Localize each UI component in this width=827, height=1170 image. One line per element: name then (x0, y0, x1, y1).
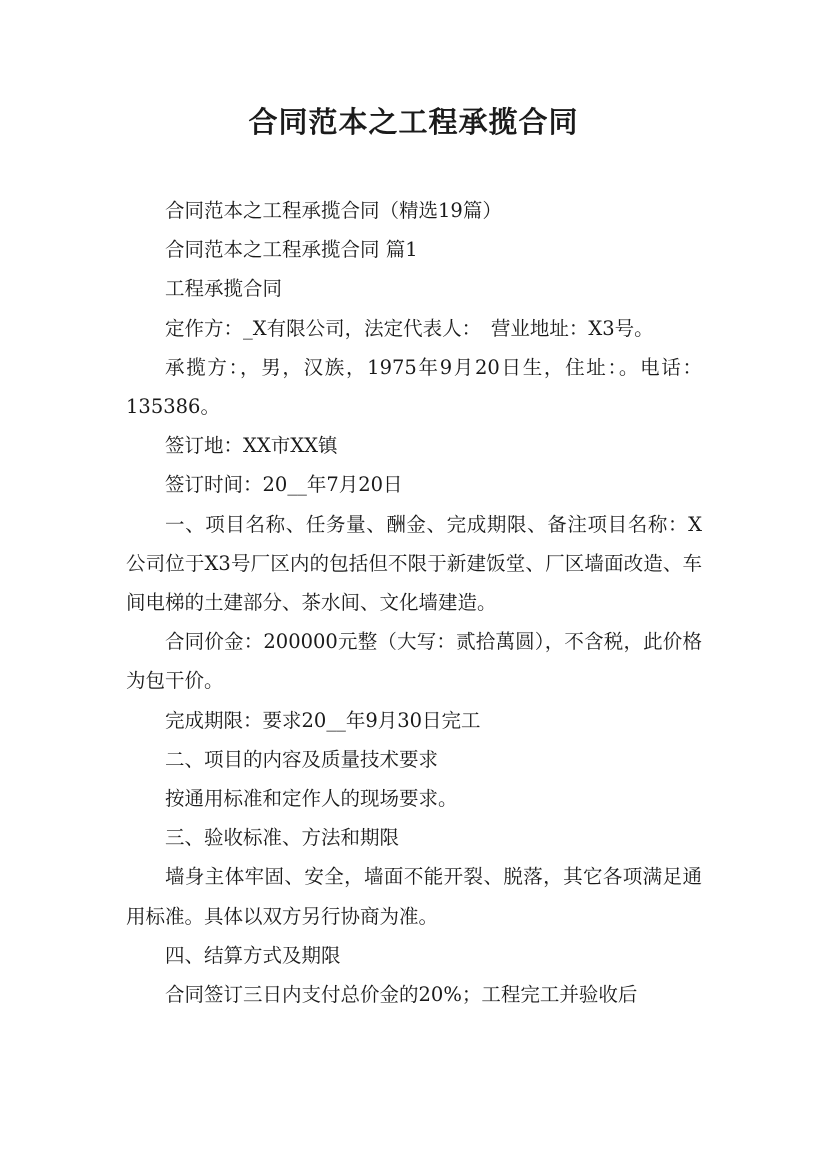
paragraph-contract-name: 工程承揽合同 (165, 277, 283, 301)
paragraph-section-4-heading: 四、结算方式及期限 (165, 943, 341, 967)
paragraph-section-4-body: 合同签订三日内支付总价金的20%；工程完工并验收后 (165, 983, 638, 1007)
paragraph-deadline: 完成期限：要求20__年9月30日完工 (165, 708, 481, 732)
paragraph-section-3-body: 墙身主体牢固、安全，墙面不能开裂、脱落，其它各项满足通用标准。具体以双方另行协商为准。 (126, 865, 702, 928)
document-title: 合同范本之工程承揽合同 (248, 105, 579, 139)
paragraph-section-2-body: 按通用标准和定作人的现场要求。 (165, 787, 458, 811)
paragraph-contract-price: 合同价金：200000元整（大写：贰拾萬圆），不含税，此价格为包干价。 (126, 630, 702, 693)
paragraph-intro: 合同范本之工程承揽合同（精选19篇） (165, 199, 502, 222)
paragraph-section-1: 一、项目名称、任务量、酬金、完成期限、备注项目名称：X公司位于X3号厂区内的包括但不限于新建饭堂、厂区墙面改造、车间电梯的土建部分、茶水间、文化墙建造。 (126, 512, 702, 615)
paragraph-signing-place: 签订地：XX市XX镇 (165, 434, 338, 458)
paragraph-ordering-party: 定作方：_X有限公司，法定代表人： 营业地址：X3号。 (165, 316, 654, 340)
paragraph-chapter-heading: 合同范本之工程承揽合同 篇1 (165, 238, 418, 262)
paragraph-section-2-heading: 二、项目的内容及质量技术要求 (165, 747, 439, 771)
paragraph-signing-time: 签订时间：20__年7月20日 (165, 473, 403, 497)
document-body (126, 191, 702, 1014)
paragraph-section-3-heading: 三、验收标准、方法和期限 (165, 826, 400, 850)
paragraph-contractor: 承揽方：，男，汉族，1975年9月20日生，住址：。电话：135386。 (126, 355, 702, 419)
